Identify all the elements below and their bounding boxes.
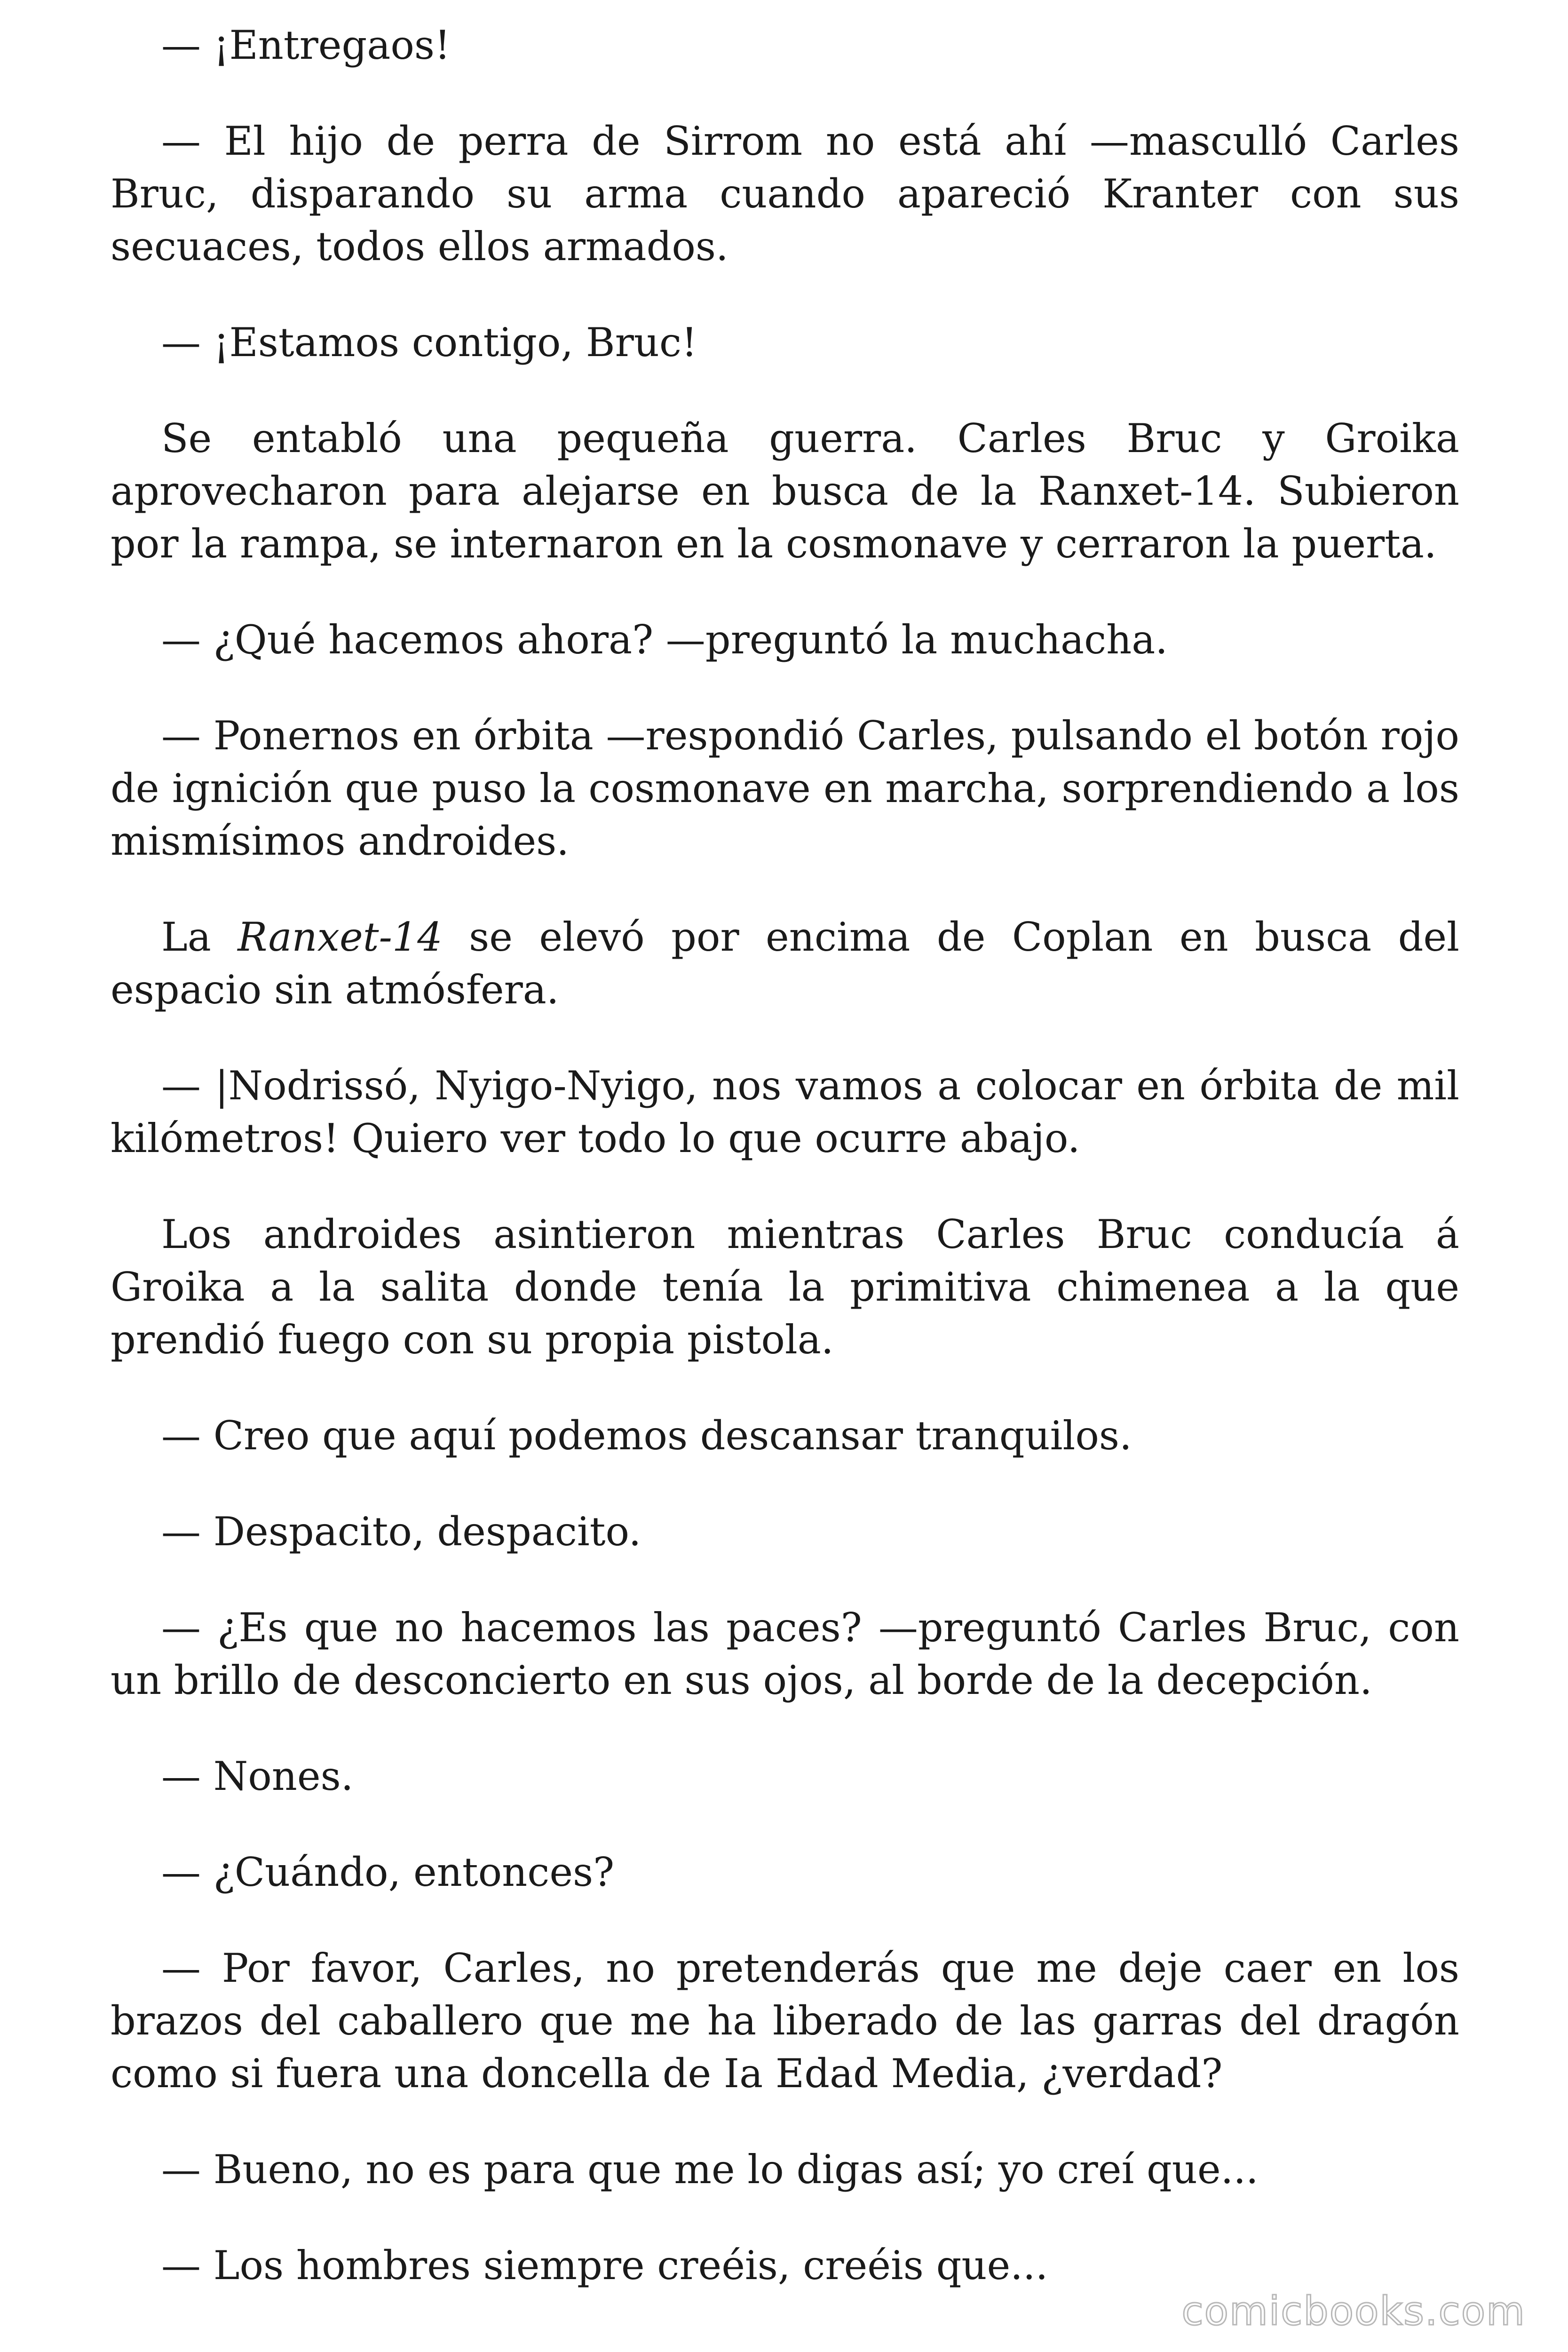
paragraph-7: [111, 911, 1459, 1016]
text-column: [111, 19, 1459, 2335]
paragraph-13: — Nones.: [161, 1753, 354, 1799]
paragraph-10: — Creo que aquí podemos descansar tranquilos.: [161, 1413, 1132, 1459]
ship-name-italic: Ranxet-14: [238, 914, 443, 960]
paragraph-9: Los androides asintieron mientras Carles Bruc conducía á Groika a la salita donde tenía la primitiva chimenea a la que prendió fuego con su propia pistola.: [111, 1211, 1459, 1363]
paragraph-6: — Ponernos en órbita —respondió Carles, pulsando el botón rojo de ignición que puso la cosmonave en marcha, sorprendiendo a los mismísimos androides.: [111, 713, 1459, 864]
paragraph-4: Se entabló una pequeña guerra. Carles Bruc y Groika aprovecharon para alejarse en busca de la Ranxet-14. Subieron por la rampa, se internaron en la cosmonave y cerraron la puerta.: [111, 415, 1459, 567]
paragraph-17: — Los hombres siempre creéis, creéis que...: [161, 2242, 1048, 2288]
paragraph-15: — Por favor, Carles, no pretenderás que me deje caer en los brazos del caballero que me ha liberado de las garras del dragón como si fuera una doncella de Ia Edad Media, ¿verdad?: [111, 1945, 1459, 2097]
paragraph-3: — ¡Estamos contigo, Bruc!: [161, 319, 697, 366]
paragraph-11: — Despacito, despacito.: [161, 1509, 641, 1555]
paragraph-16: — Bueno, no es para que me lo digas así; yo creí que...: [161, 2146, 1259, 2193]
paragraph-8: — |Nodrissó, Nyigo-Nyigo, nos vamos a colocar en órbita de mil kilómetros! Quiero ver todo lo que ocurre abajo.: [111, 1063, 1459, 1161]
paragraph-7-lead: La: [161, 914, 238, 960]
paragraph-1: — ¡Entregaos!: [161, 22, 451, 68]
paragraph-5: — ¿Qué hacemos ahora? —preguntó la muchacha.: [161, 617, 1168, 663]
paragraph-2: — El hijo de perra de Sirrom no está ahí —masculló Carles Bruc, disparando su arma cuando apareció Kranter con sus secuaces, todos ellos armados.: [111, 118, 1459, 270]
paragraph-14: — ¿Cuándo, entonces?: [161, 1849, 615, 1895]
watermark: comicbooks.com: [1181, 2288, 1526, 2334]
paragraph-12: — ¿Es que no hacemos las paces? —preguntó Carles Bruc, con un brillo de desconcierto en sus ojos, al borde de la decepción.: [111, 1605, 1459, 1703]
paragraph-7-rest: se elevó por encima de Coplan en busca del espacio sin atmósfera.: [111, 914, 1459, 1013]
